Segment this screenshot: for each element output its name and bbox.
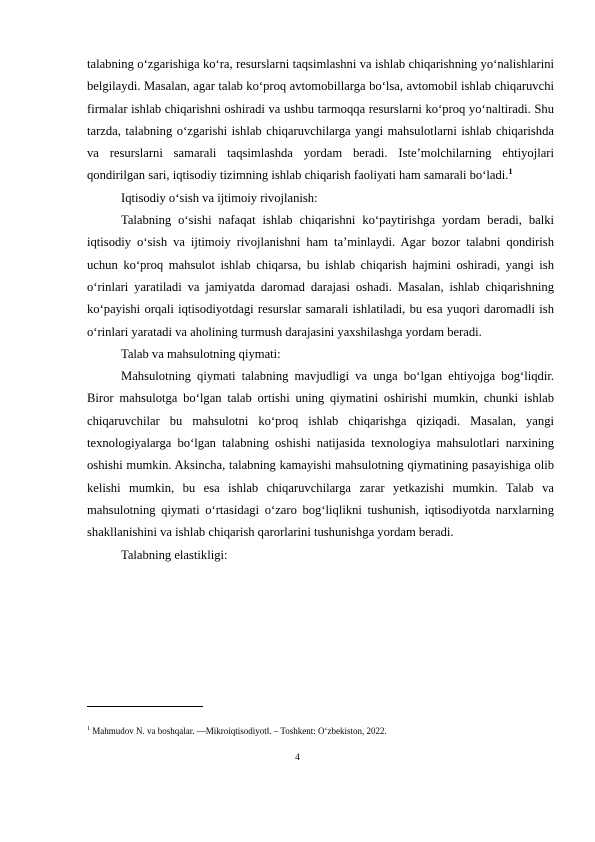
section-heading-elasticity: Talabning elastikligi: bbox=[121, 547, 228, 562]
footnote-text: Mahmudov N. va boshqalar. ―Mikroiqtisodiyot‖. – Toshkent: O‘zbekiston, 2022. bbox=[92, 726, 387, 736]
section-heading-economic-growth: Iqtisodiy o‘sish va ijtimoiy rivojlanish: bbox=[121, 190, 318, 205]
body-text bbox=[87, 53, 554, 566]
paragraph-1 bbox=[87, 53, 554, 187]
footnote-reference[interactable]: 1 bbox=[508, 167, 513, 177]
paragraph-1-text: talabning o‘zgarishiga ko‘ra, resurslarni taqsimlashni va ishlab chiqarishning yo‘nalishlarini belgilaydi. Masalan, agar talab ko‘proq avtomobillarga bo‘lsa, avtomobil ishlab chiqaruvchi firmalar ishlab chiqarishni oshiradi va ushbu tarmoqqa resurslarni ko‘proq yo‘naltiradi. Shu tarzda, talabning o‘zgarishi ishlab chiqaruvchilarga yangi mahsulotlarni ishlab chiqarishda va resurslarni samarali taqsimlashda yordam beradi. Iste’molchilarning ehtiyojlari qondirilgan sari, iqtisodiy tizimning ishlab chiqarish faoliyati ham samarali bo‘ladi. bbox=[87, 57, 554, 183]
footnote bbox=[87, 725, 554, 737]
paragraph-3: Mahsulotning qiymati talabning mavjudligi va unga bo‘lgan ehtiyojga bog‘liqdir. Biror mahsulotga bo‘lgan talab ortishi uning qiymatini oshirishi mumkin, chunki ishlab chiqaruvchilar bu mahsulotni ko‘proq ishlab chiqarishga qiziqadi. Masalan, yangi texnologiyalarga bo‘lgan talabning oshishi natijasida texnologiya mahsulotlari narxining oshishi mumkin. Aksincha, talabning kamayishi mahsulotning qiymatining pasayishiga olib kelishi mumkin, bu esa ishlab chiqaruvchilarga zarar yetkazishi mumkin. Talab va mahsulotning qiymati o‘rtasidagi o‘zaro bog‘liqlikni tushunish, iqtisodiyotda narxlarning shakllanishini va ishlab chiqarish qarorlarini tushunishga yordam beradi. bbox=[87, 369, 554, 540]
paragraph-2: Talabning o‘sishi nafaqat ishlab chiqarishni ko‘paytirishga yordam beradi, balki iqtisodiy o‘sish va ijtimoiy rivojlanishni ham ta’minlaydi. Agar bozor talabni qondirish uchun ko‘proq mahsulot ishlab chiqarsa, bu ishlab chiqarish hajmini oshiradi, yangi ish o‘rinlari yaratiladi va jamiyatda daromad darajasi oshadi. Masalan, ishlab chiqarishning ko‘payishi orqali iqtisodiyotdagi resurslar samarali ishlatiladi, bu esa yuqori daromadli ish o‘rinlari yaratadi va aholining turmush darajasini yaxshilashga yordam beradi. bbox=[87, 213, 554, 339]
page-number: 4 bbox=[295, 753, 300, 763]
section-heading-demand-value: Talab va mahsulotning qiymati: bbox=[121, 346, 281, 361]
footnote-number: 1 bbox=[87, 726, 90, 732]
footnote-divider bbox=[87, 706, 203, 707]
